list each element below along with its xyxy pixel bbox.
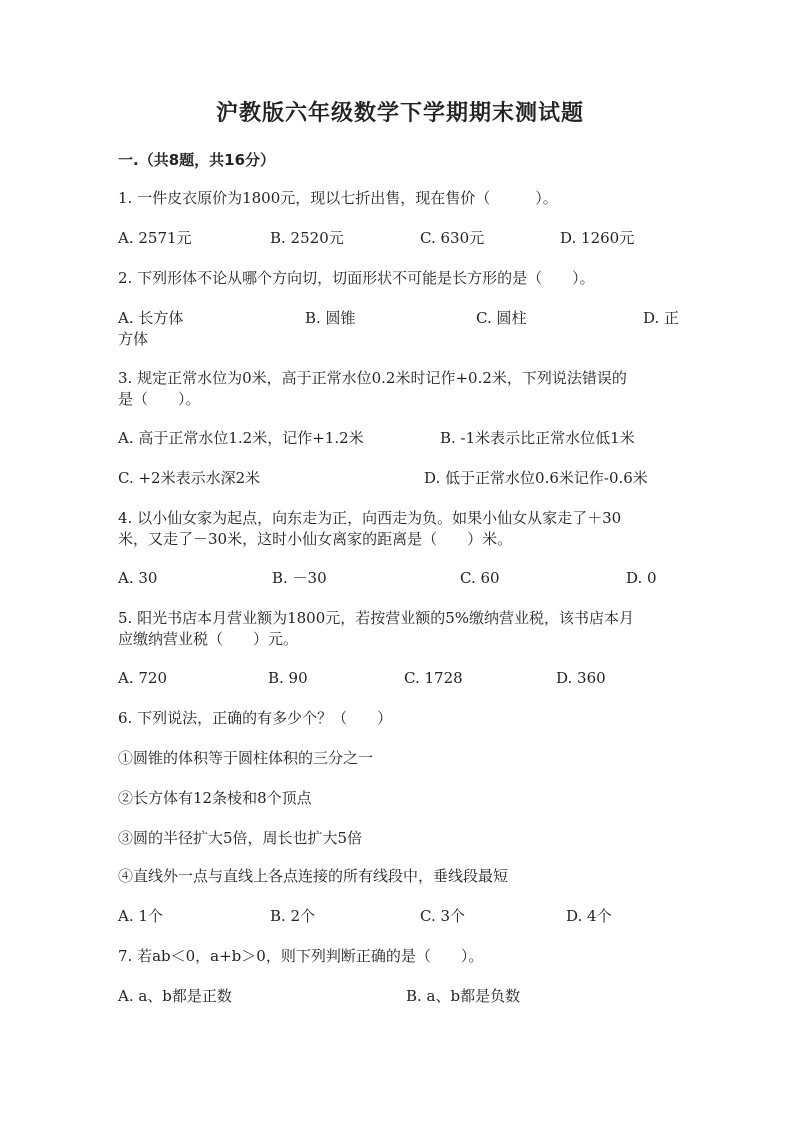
q5-option-a[interactable]: A. 720 [118,669,167,687]
question-7: 7. 若ab＜0，a+b＞0，则下列判断正确的是（ ）。 [118,947,484,965]
q6-option-c[interactable]: C. 3个 [420,907,466,925]
q1-option-a[interactable]: A. 2571元 [118,229,192,247]
q4-option-a[interactable]: A. 30 [118,569,158,587]
q7-option-b[interactable]: B. a、b都是负数 [406,987,521,1005]
q3-option-c[interactable]: C. +2米表示水深2米 [118,469,261,487]
q2-option-c[interactable]: C. 圆柱 [476,309,527,327]
question-5-line-2: 应缴纳营业税（ ）元。 [118,630,299,648]
question-4-line-1: 4. 以小仙女家为起点，向东走为正，向西走为负。如果小仙女从家走了＋30 [118,509,622,527]
q6-option-a[interactable]: A. 1个 [118,907,163,925]
question-2: 2. 下列形体不论从哪个方向切，切面形状不可能是长方形的是（ ）。 [118,269,595,287]
q3-option-b[interactable]: B. -1米表示比正常水位低1米 [440,429,635,447]
q2-option-d[interactable]: D. 正 [643,309,680,327]
q4-option-d[interactable]: D. 0 [626,569,657,587]
question-3-line-2: 是（ ）。 [118,390,201,408]
section-heading: 一.（共8题，共16分） [118,151,276,169]
q5-option-b[interactable]: B. 90 [268,669,308,687]
q6-statement-4: ④直线外一点与直线上各点连接的所有线段中，垂线段最短 [118,867,509,885]
question-5-line-1: 5. 阳光书店本月营业额为1800元，若按营业额的5%缴纳营业税，该书店本月 [118,609,635,627]
q2-option-b[interactable]: B. 圆锥 [305,309,356,327]
q5-option-c[interactable]: C. 1728 [404,669,463,687]
q6-statement-1: ①圆锥的体积等于圆柱体积的三分之一 [118,749,374,767]
q1-option-b[interactable]: B. 2520元 [270,229,344,247]
question-1: 1. 一件皮衣原价为1800元，现以七折出售，现在售价（ ）。 [118,189,558,207]
question-6: 6. 下列说法，正确的有多少个？（ ） [118,709,393,727]
q3-option-a[interactable]: A. 高于正常水位1.2米，记作+1.2米 [118,429,364,447]
question-3-line-1: 3. 规定正常水位为0米，高于正常水位0.2米时记作+0.2米，下列说法错误的 [118,369,627,387]
q2-option-d-cont: 方体 [118,330,149,348]
q6-statement-2: ②长方体有12条棱和8个顶点 [118,789,312,807]
q6-option-b[interactable]: B. 2个 [270,907,316,925]
q5-option-d[interactable]: D. 360 [556,669,606,687]
page-title: 沪教版六年级数学下学期期末测试题 [215,101,584,126]
question-4-line-2: 米，又走了－30米，这时小仙女离家的距离是（ ）米。 [118,530,513,548]
q2-option-a[interactable]: A. 长方体 [118,309,184,327]
q4-option-b[interactable]: B. －30 [272,569,327,587]
q3-option-d[interactable]: D. 低于正常水位0.6米记作-0.6米 [424,469,648,487]
q6-option-d[interactable]: D. 4个 [566,907,612,925]
q1-option-d[interactable]: D. 1260元 [560,229,635,247]
q6-statement-3: ③圆的半径扩大5倍，周长也扩大5倍 [118,829,363,847]
q4-option-c[interactable]: C. 60 [460,569,500,587]
q1-option-c[interactable]: C. 630元 [420,229,485,247]
q7-option-a[interactable]: A. a、b都是正数 [118,987,232,1005]
